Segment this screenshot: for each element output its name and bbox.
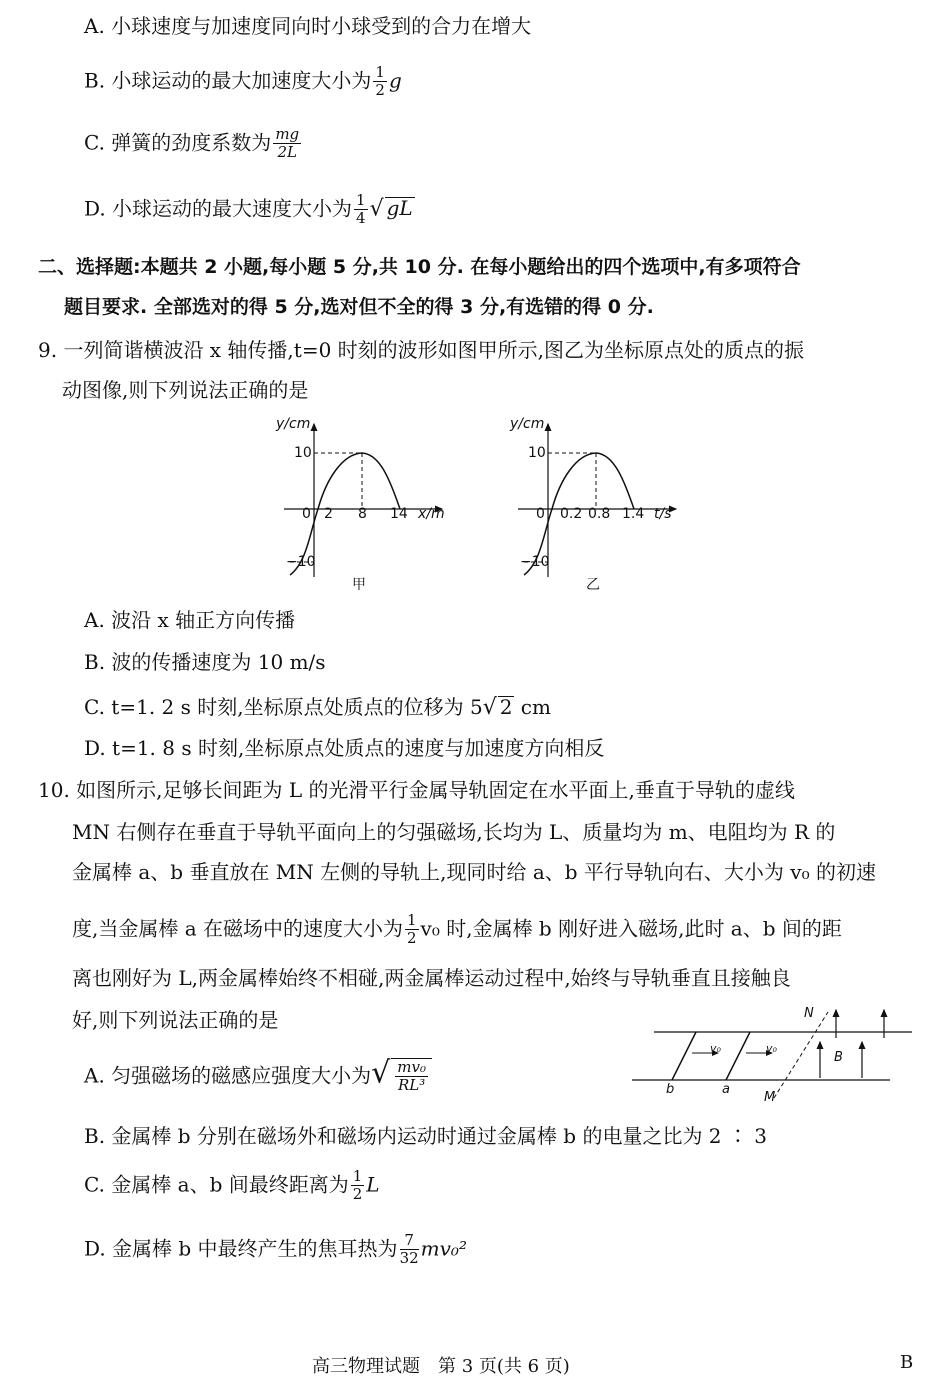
q8-option-c: C. 弹簧的劲度系数为 $\frac{mg}{2L}$ (84, 125, 300, 162)
graph-jia-ylabel: y/cm (276, 416, 311, 432)
q9-option-b: B. 波的传播速度为 10 m/s (84, 650, 326, 674)
graph-yi-tick-3: 1.4 (622, 506, 645, 522)
q10-stem-line6: 好,则下列说法正确的是 (72, 1008, 279, 1032)
paper-version: B (900, 1352, 914, 1373)
graph-yi-xlabel: t/s (654, 506, 672, 522)
graph-jia-tick-2: 8 (358, 506, 367, 522)
diagram-label-n: N (804, 1006, 814, 1021)
graph-jia-xlabel: x/m (418, 506, 445, 522)
q10-stem-line5: 离也刚好为 L,两金属棒始终不相碰,两金属棒运动过程中,始终与导轨垂直且接触良 (72, 966, 791, 990)
graph-jia-ytop: 10 (294, 445, 312, 461)
graph-jia-ybot: −10 (286, 554, 316, 570)
q10-stem-line2: MN 右侧存在垂直于导轨平面向上的匀强磁场,长均为 L、质量均为 m、电阻均为 R 的 (72, 820, 836, 844)
graph-yi-ylabel: y/cm (510, 416, 545, 432)
diagram-label-a: a (722, 1082, 730, 1097)
q9-option-a: A. 波沿 x 轴正方向传播 (84, 608, 296, 632)
q10-option-c: C. 金属棒 a、b 间最终距离为 $\frac{1}{2}$ L (84, 1167, 380, 1204)
page-footer: 高三物理试题 第 3 页(共 6 页) (312, 1356, 570, 1377)
q9-stem-line2: 动图像,则下列说法正确的是 (62, 378, 309, 402)
q8-option-b: B. 小球运动的最大加速度大小为 $\frac{1}{2}$ g (84, 63, 402, 100)
q9-option-d: D. t=1. 8 s 时刻,坐标原点处质点的速度与加速度方向相反 (84, 736, 605, 760)
diagram-label-v1: v₀ (710, 1042, 721, 1055)
graph-yi-ybot: −10 (520, 554, 550, 570)
q9-option-c: C. t=1. 2 s 时刻,坐标原点处质点的位移为 5√ 2 cm (84, 695, 551, 720)
q10-stem-line4: 度,当金属棒 a 在磁场中的速度大小为 $\frac{1}{2}$ v₀ 时,金属棒 b 刚好进入磁场,此时 a、b 间的距 (72, 911, 842, 948)
graph-yi-origin: 0 (536, 506, 545, 522)
graph-yi-tick-2: 0.8 (588, 506, 611, 522)
graph-jia-tick-1: 2 (324, 506, 333, 522)
q10-option-b: B. 金属棒 b 分别在磁场外和磁场内运动时通过金属棒 b 的电量之比为 2 ∶ 3 (84, 1124, 767, 1148)
graph-yi-caption: 乙 (586, 577, 600, 593)
section-heading-line1: 二、选择题:本题共 2 小题,每小题 5 分,共 10 分. 在每小题给出的四个选项中,有多项符合 (38, 256, 801, 278)
diagram-label-b-field: B (834, 1050, 843, 1065)
graph-jia-origin: 0 (302, 506, 311, 522)
q8-option-a: A. 小球速度与加速度同向时小球受到的合力在增大 (84, 14, 532, 38)
graph-jia-tick-3: 14 (390, 506, 408, 522)
graph-yi-ytop: 10 (528, 445, 546, 461)
q10-stem-line3: 金属棒 a、b 垂直放在 MN 左侧的导轨上,现同时给 a、b 平行导轨向右、大小为 v₀ 的初速 (72, 860, 876, 884)
q10-option-d: D. 金属棒 b 中最终产生的焦耳热为 $\frac{7}{32}$ mv₀² (84, 1231, 467, 1268)
diagram-label-b: b (666, 1082, 675, 1097)
q9-stem-line1: 9. 一列简谐横波沿 x 轴传播,t=0 时刻的波形如图甲所示,图乙为坐标原点处的质点的振 (38, 338, 805, 362)
graph-jia-caption: 甲 (352, 577, 366, 593)
diagram-label-m: M (764, 1090, 776, 1105)
q10-option-a: A. 匀强磁场的磁感应强度大小为√ $\frac{\text{mv₀}}{\text{RL³}}$ (84, 1058, 432, 1095)
q8-option-d: D. 小球运动的最大速度大小为 $\frac{1}{4}$ √ gL (84, 191, 413, 228)
section-heading-line2: 题目要求. 全部选对的得 5 分,选对但不全的得 3 分,有选错的得 0 分. (64, 296, 654, 318)
diagram-label-v2: v₀ (766, 1042, 777, 1055)
graph-yi-tick-1: 0.2 (560, 506, 583, 522)
q10-stem-line1: 10. 如图所示,足够长间距为 L 的光滑平行金属导轨固定在水平面上,垂直于导轨的虚线 (38, 778, 795, 802)
